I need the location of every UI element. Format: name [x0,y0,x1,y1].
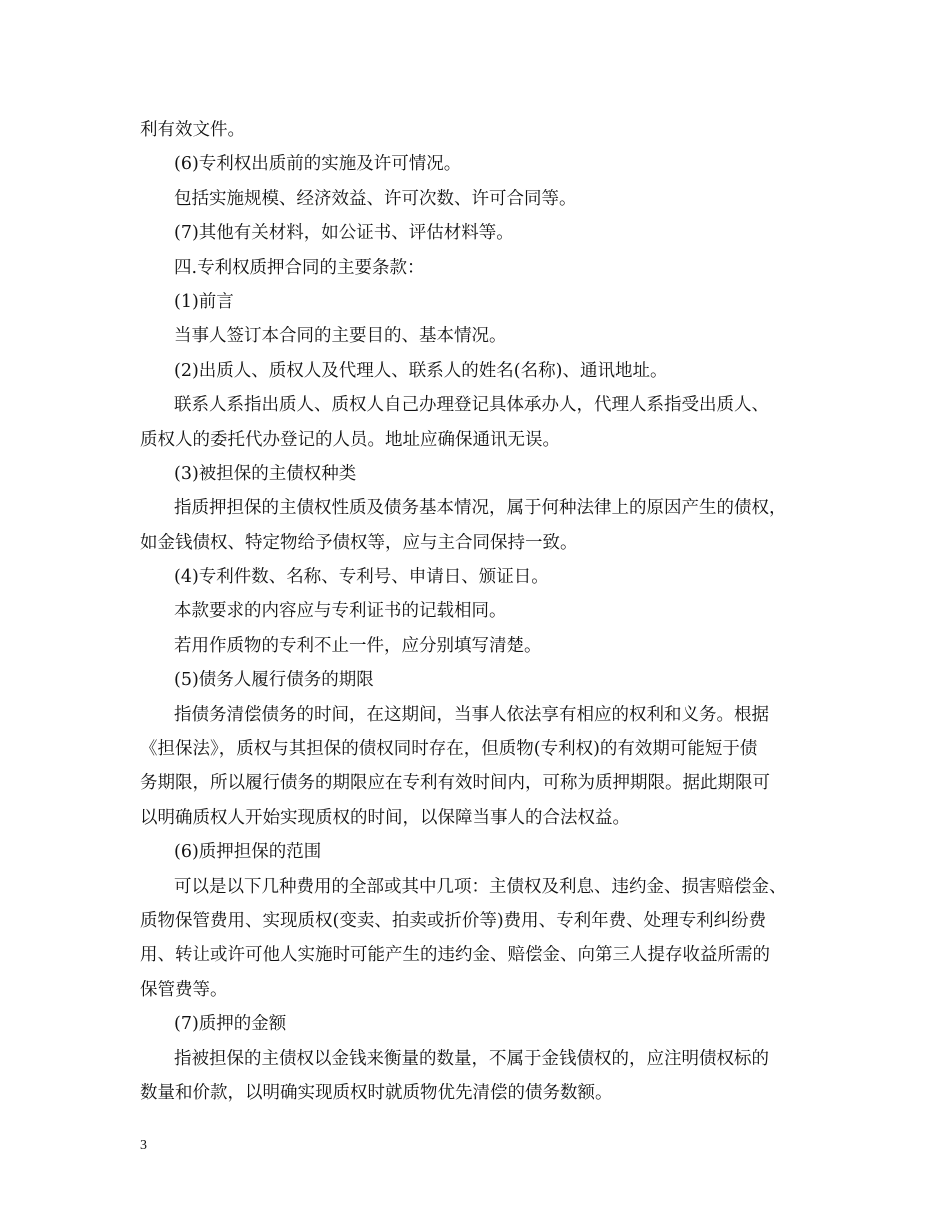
clause-heading: (5)债务人履行债务的期限 [174,670,374,691]
text-line: 本款要求的内容应与专利证书的记载相同。 [174,601,507,622]
clause-heading: (6)质押担保的范围 [174,842,322,863]
page-number: 3 [140,1138,147,1153]
text-line: 如金钱债权、特定物给予债权等，应与主合同保持一致。 [140,532,578,553]
text-line: 保管费等。 [140,979,228,1000]
clause-heading: (3)被担保的主债权种类 [174,463,357,484]
text-line: 数量和价款，以明确实现质权时就质物优先清偿的债务数额。 [140,1082,613,1103]
text-line: 务期限，所以履行债务的期限应在专利有效时间内，可称为质押期限。据此期限可 [140,773,770,794]
text-line: 指质押担保的主债权性质及债务基本情况，属于何种法律上的原因产生的债权， [174,498,787,519]
clause-heading: (7)质押的金额 [174,1014,287,1035]
body-text [140,113,815,1110]
text-line: 联系人系指出质人、质权人自己办理登记具体承办人，代理人系指受出质人、 [174,395,769,416]
text-line: 质物保管费用、实现质权(变卖、拍卖或折价等)费用、专利年费、处理专利纠纷费 [140,910,767,931]
text-line: 用、转让或许可他人实施时可能产生的违约金、赔偿金、向第三人提存收益所需的 [140,945,770,966]
text-line: 包括实施规模、经济效益、许可次数、许可合同等。 [174,188,577,209]
text-line: 指被担保的主债权以金钱来衡量的数量，不属于金钱债权的，应注明债权标的 [174,1048,769,1069]
text-line: 《担保法》，质权与其担保的债权同时存在，但质物(专利权)的有效期可能短于债 [140,739,758,760]
text-line: (7)其他有关材料，如公证书、评估材料等。 [174,223,514,244]
text-line: 利有效文件。 [140,120,245,140]
clause-heading: (4)专利件数、名称、专利号、申请日、颁证日。 [174,567,549,588]
clause-heading: (1)前言 [174,291,234,312]
section-heading: 四.专利权质押合同的主要条款： [174,257,425,278]
text-line: 指债务清偿债务的时间，在这期间，当事人依法享有相应的权利和义务。根据 [174,704,769,725]
text-line: (6)专利权出质前的实施及许可情况。 [174,154,462,175]
text-line: 可以是以下几种费用的全部或其中几项：主债权及利息、违约金、损害赔偿金、 [174,876,787,897]
text-line: 以明确质权人开始实现质权的时间，以保障当事人的合法权益。 [140,807,630,828]
text-line: 若用作质物的专利不止一件，应分别填写清楚。 [174,635,542,656]
text-line: 当事人签订本合同的主要目的、基本情况。 [174,326,507,347]
clause-heading: (2)出质人、质权人及代理人、联系人的姓名(名称)、通讯地址。 [174,360,668,381]
text-line: 质权人的委托代办登记的人员。地址应确保通讯无误。 [140,429,560,450]
